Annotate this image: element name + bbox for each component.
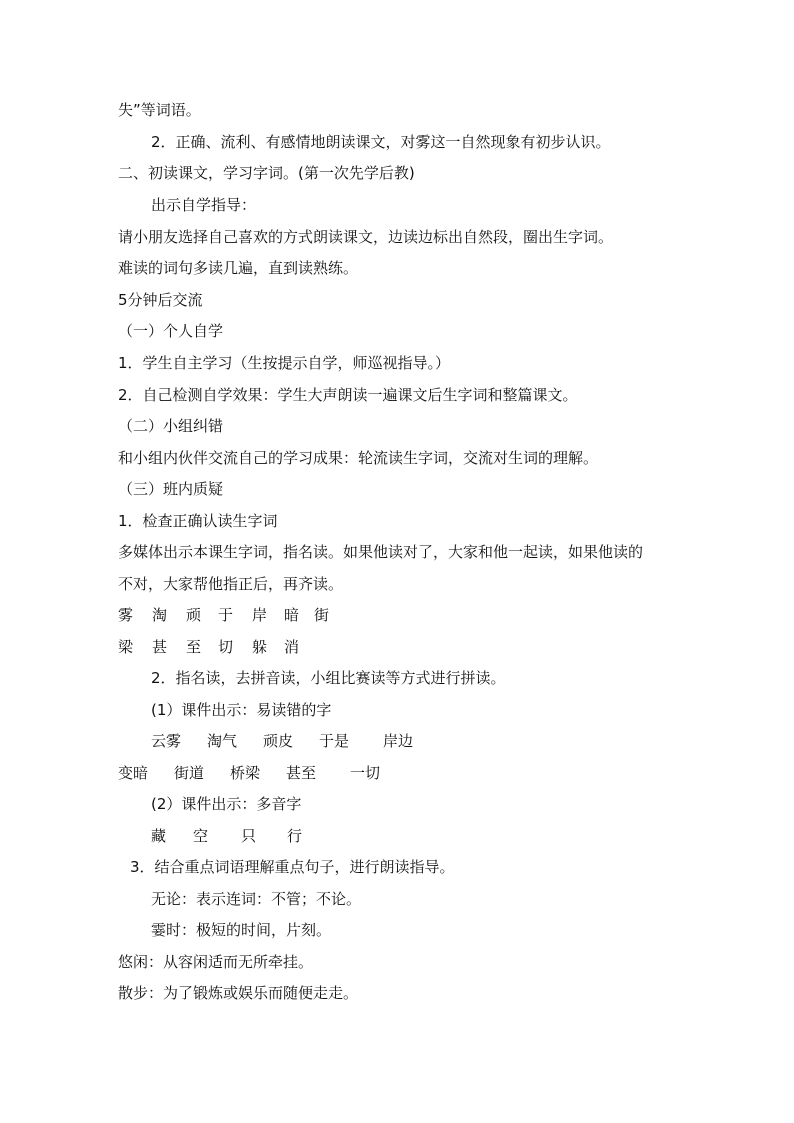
text-line: 5分钟后交流: [118, 291, 203, 309]
char: 消: [284, 638, 300, 656]
word: 顽皮: [263, 732, 294, 750]
char: 暗: [284, 606, 300, 624]
polyphone-char: 藏: [151, 827, 167, 845]
subheading: （一）个人自学: [118, 322, 224, 340]
subheading: （二）小组纠错: [118, 417, 224, 435]
word-list-row-2: [118, 762, 418, 784]
word: 淘气: [207, 732, 238, 750]
char: 岸: [252, 606, 268, 624]
char: 于: [218, 606, 234, 624]
char: 至: [186, 638, 202, 656]
char: 切: [218, 638, 234, 656]
char: 顽: [186, 606, 202, 624]
word: 甚至: [286, 764, 317, 782]
char: 雾: [118, 606, 134, 624]
polyphone-char: 只: [241, 827, 257, 845]
text-line: 2．指名读，去拼音读，小组比赛读等方式进行拼读。: [151, 669, 506, 687]
char: 街: [314, 606, 330, 624]
char: 淘: [152, 606, 168, 624]
word: 于是: [319, 732, 350, 750]
word: 桥梁: [230, 764, 261, 782]
text-line: 1．学生自主学习（生按提示自学，师巡视指导。）: [118, 354, 451, 372]
text-line: 2．自己检测自学效果：学生大声朗读一遍课文后生字词和整篇课文。: [118, 386, 578, 404]
char: 甚: [152, 638, 168, 656]
text-line: 和小组内伙伴交流自己的学习成果：轮流读生字词，交流对生词的理解。: [118, 449, 599, 467]
word: 街道: [174, 764, 205, 782]
text-line: 3．结合重点词语理解重点句子，进行朗读指导。: [130, 858, 455, 876]
text-line: (1）课件出示：易读错的字: [151, 701, 332, 719]
text-line: 1．检查正确认读生字词: [118, 512, 278, 530]
text-line: 出示自学指导：: [151, 196, 257, 214]
polyphone-char: 行: [287, 827, 303, 845]
text-line: 无论：表示连词：不管；不论。: [151, 890, 362, 908]
section-heading: 二、初读课文，学习字词。(第一次先学后教): [118, 164, 415, 182]
text-line: 多媒体出示本课生字词，指名读。如果他读对了，大家和他一起读，如果他读的: [118, 543, 644, 561]
text-line: 悠闲：从容闲适而无所牵挂。: [118, 953, 314, 971]
word: 变暗: [118, 764, 149, 782]
subheading: （三）班内质疑: [118, 480, 224, 498]
text-line: 散步：为了锻炼或娱乐而随便走走。: [118, 984, 359, 1002]
text-line: 2．正确、流利、有感情地朗读课文，对雾这一自然现象有初步认识。: [151, 133, 611, 151]
polyphone-row: [151, 825, 451, 847]
text-line: 请小朋友选择自己喜欢的方式朗读课文，边读边标出自然段，圈出生字词。: [118, 228, 614, 246]
text-line: 失”等词语。: [118, 101, 201, 119]
text-line: 不对，大家帮他指正后，再齐读。: [118, 575, 344, 593]
polyphone-char: 空: [193, 827, 209, 845]
char: 梁: [118, 638, 134, 656]
text-line: 霎时：极短的时间，片刻。: [151, 921, 332, 939]
char: 躲: [252, 638, 268, 656]
word-list-row-1: [151, 730, 451, 752]
word: 云雾: [151, 732, 182, 750]
char-list-row-1: [118, 604, 418, 626]
text-line: (2）课件出示：多音字: [151, 795, 302, 813]
word: 岸边: [383, 732, 414, 750]
text-line: 难读的词句多读几遍，直到读熟练。: [118, 259, 359, 277]
char-list-row-2: [118, 636, 418, 658]
word: 一切: [350, 764, 381, 782]
